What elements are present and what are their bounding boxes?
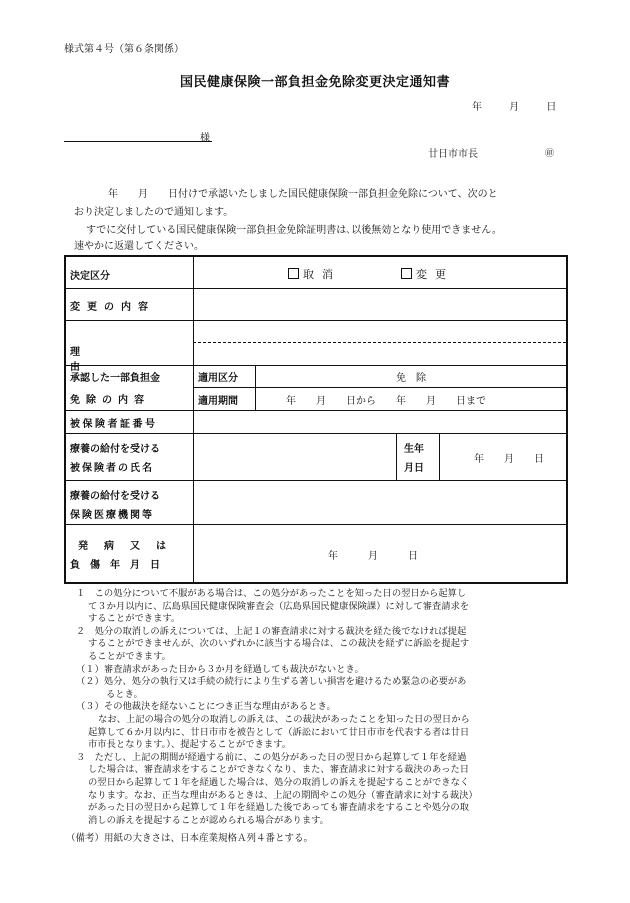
note-line: ることができます。: [88, 650, 171, 662]
note-line: した場合は、審査請求をすることができなくなり、また、審査請求に対する裁決のあった日: [88, 764, 470, 776]
note-line: の翌日から起算して１年を経過した場合は、処分の取消しの訴えを提起することができなく: [88, 776, 470, 788]
note-line: することができませんが、次のいずれかに該当する場合は、この裁決を経ずに訴訟を提起す: [88, 638, 470, 650]
body-line-2: おり決定しましたので通知します。: [74, 207, 234, 218]
note-line: ３ ただし、上記の期間が経過する前に、この処分があった日の翌日から起算して１年を経過: [76, 751, 467, 763]
insured-card-field[interactable]: [194, 411, 566, 432]
patient-name-field[interactable]: [194, 434, 395, 479]
note-line: （１）審査請求があった日から３か月を経過しても裁決がないとき。: [76, 663, 364, 675]
change-content-field[interactable]: [194, 289, 566, 319]
body-line-3: すでに交付している国民健康保険一部負担金免除証明書は､以後無効となり使用できません。: [86, 225, 502, 236]
apply-period-value: 年 月 日から 年 月 日まで: [286, 396, 486, 407]
remark: （備考）用紙の大きさは、日本産業規格Ａ列４番とする。: [66, 833, 314, 844]
reason-field[interactable]: [194, 321, 566, 364]
body-line-1: 年 月 日付けで承認いたしました国民健康保険一部負担金免除について、次のと: [108, 189, 498, 200]
note-line: （３）その他裁決を経ないことにつき正当な理由があるとき。: [76, 701, 336, 713]
decision-table: [64, 255, 568, 584]
seal-mark: ㊞: [545, 149, 555, 159]
body-line-4: 速やかに返還してください。: [74, 241, 204, 252]
onset-label-2: 負傷年月日: [70, 560, 170, 571]
note-line: 市市長となります。）、提起することができます。: [88, 739, 292, 751]
reason-label: 理由: [70, 347, 170, 373]
decision-category-label: 決定区分: [70, 271, 110, 282]
institution-field[interactable]: [194, 481, 566, 523]
approved-label-1: 承認した一部負担金: [70, 373, 160, 384]
onset-date-value: 年 月 日: [328, 551, 418, 562]
patient-name-label-1: 療養の給付を受ける: [70, 444, 160, 455]
insured-card-label: 被保険者証番号: [70, 419, 158, 430]
option-change[interactable]: 変更: [401, 266, 454, 282]
birth-label-2: 月日: [404, 463, 424, 474]
change-checkbox[interactable]: [401, 268, 412, 279]
note-line: することができます。: [88, 613, 181, 625]
approved-label-2: 免除の内容: [70, 395, 150, 406]
mayor-title: 廿日市市長: [428, 149, 478, 160]
note-line: 消しの訴えを提起することが認められる場合があります。: [88, 814, 329, 826]
note-line: なお、上記の場合の処分の取消しの訴えは、この裁決があったことを知った日の翌日から: [98, 713, 470, 725]
note-line: 起算して６か月以内に、廿日市市を被告として（訴訟において廿日市市を代表する者は廿日: [88, 726, 470, 738]
document-title: 国民健康保険一部負担金免除変更決定通知書: [179, 75, 450, 90]
birth-date-value: 年 月 日: [474, 454, 544, 465]
issue-date: 年 月 日: [472, 102, 557, 113]
apply-period-label: 適用期間: [198, 396, 238, 407]
apply-category-label: 適用区分: [198, 373, 238, 384]
note-line: １ この処分について不服がある場合は、この処分があったことを知った日の翌日から起算し: [76, 588, 467, 599]
recipient-name-line[interactable]: [64, 141, 212, 142]
note-line: るとき。: [106, 688, 143, 700]
patient-name-label-2: 被保険者の氏名: [70, 463, 154, 474]
cancel-checkbox[interactable]: [288, 268, 299, 279]
note-line: なります。なお、正当な理由があるときは、上記の期間やこの処分（審査請求に対する裁決）: [88, 789, 478, 801]
note-line: があった日の翌日から起算して１年を経過した後であっても審査請求をすることや処分の取: [88, 802, 469, 814]
birth-label-1: 生年: [404, 444, 424, 455]
notes: [76, 588, 556, 827]
change-content-label: 変更の内容: [70, 302, 155, 313]
note-line: ２ 処分の取消しの訴えについては、上記１の審査請求に対する裁決を経た後でなければ提起: [76, 625, 467, 637]
apply-category-value: 免 除: [396, 373, 426, 384]
note-line: て３か月以内に、広島県国民健康保険審査会（広島県国民健康保険課）に対して審査請求を: [88, 600, 470, 612]
recipient-suffix: 様: [200, 133, 210, 144]
form-number: 様式第４号（第６条関係）: [64, 44, 184, 55]
note-line: （２）処分、処分の執行又は手続の続行により生ずる著しい損害を避けるため緊急の必要があ: [76, 676, 467, 688]
institution-label-2: 保険医療機関等: [70, 510, 154, 521]
onset-label-1: 発病又は: [78, 541, 182, 552]
institution-label-1: 療養の給付を受ける: [70, 491, 160, 502]
option-cancel[interactable]: 取消: [288, 266, 341, 282]
